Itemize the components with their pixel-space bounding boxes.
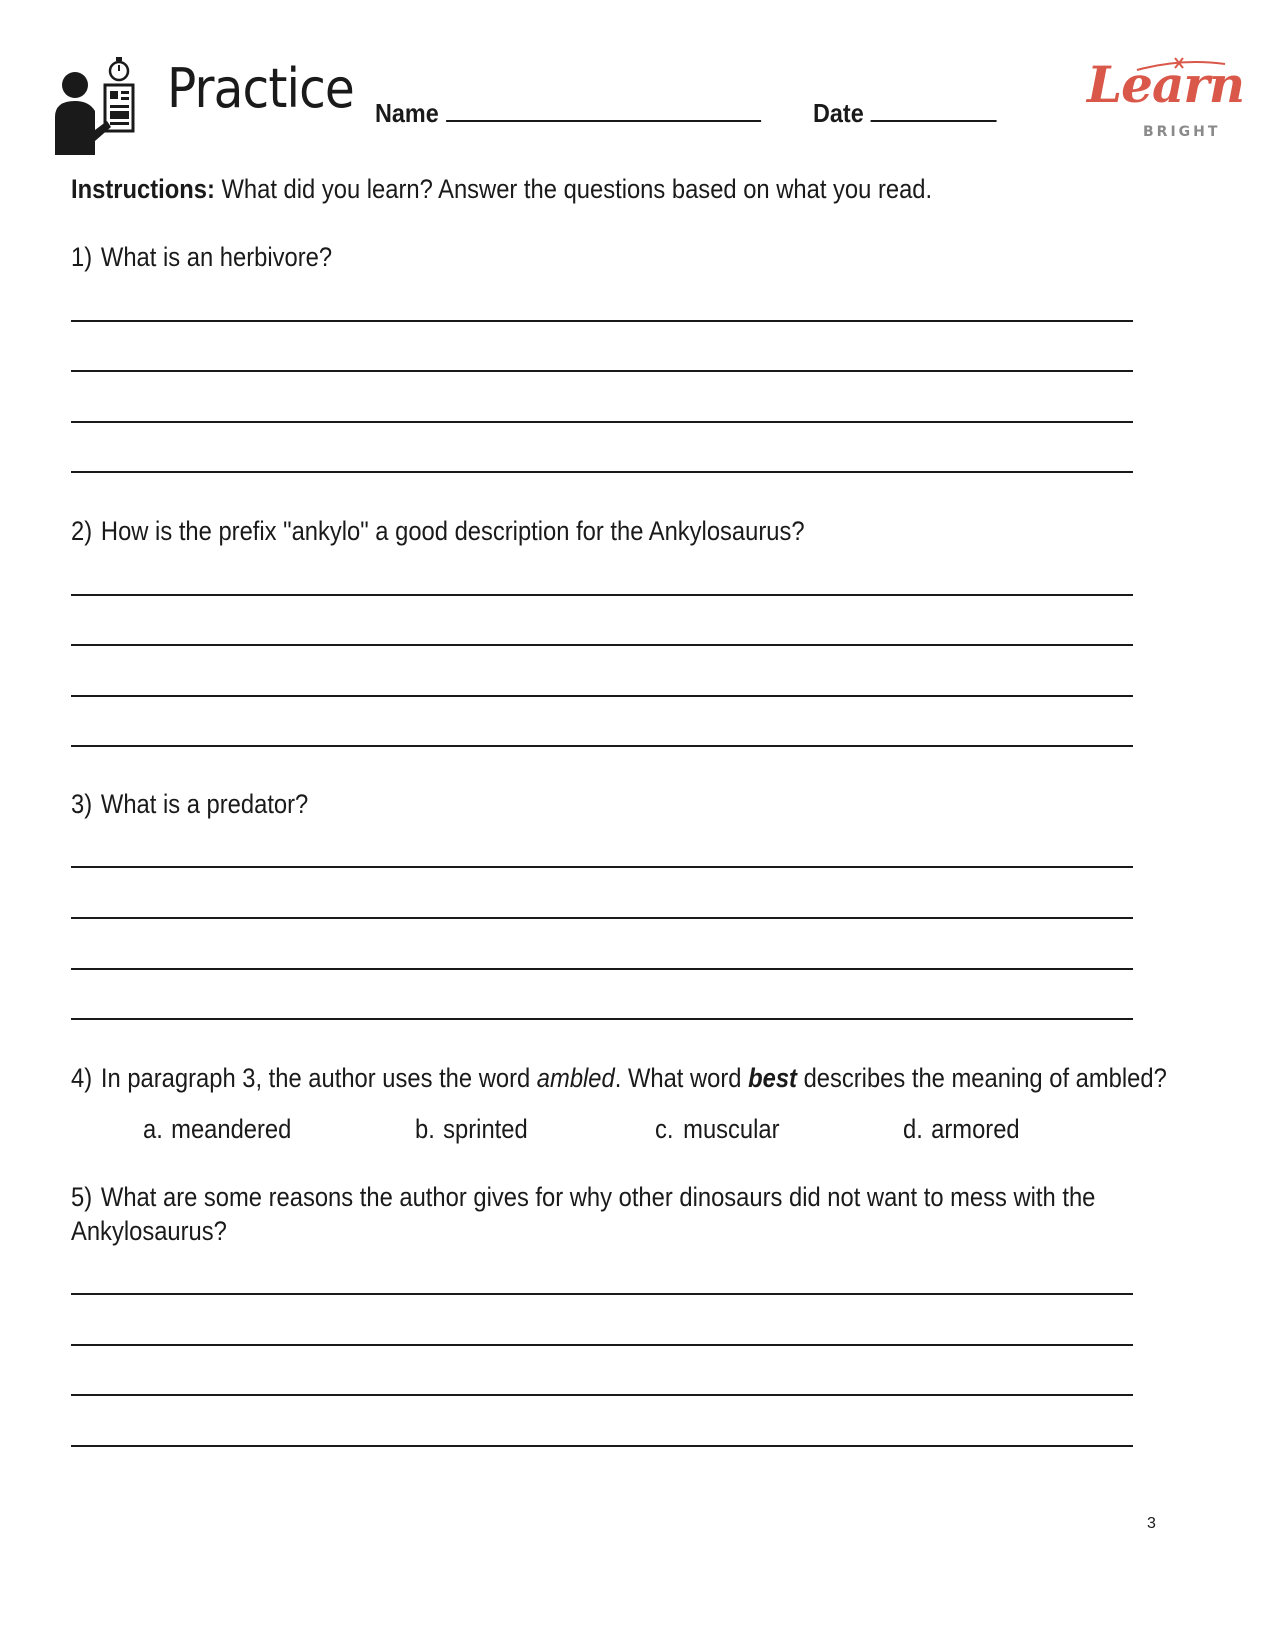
question-text-mid: . What word — [614, 1063, 749, 1093]
question-text-line1: What are some reasons the author gives for why other dinosaurs did not want to mess with the — [100, 1182, 1096, 1212]
question-text-post: describes the meaning of ambled? — [796, 1063, 1167, 1093]
logo-subtitle: BRIGHT — [1143, 124, 1221, 140]
question-1 — [71, 240, 332, 274]
question-3 — [71, 787, 308, 821]
question-4 — [71, 1061, 1167, 1095]
answer-line[interactable] — [71, 1293, 1133, 1295]
practice-icon — [55, 55, 145, 155]
question-number: 4) — [71, 1063, 93, 1093]
page-title: Practice — [167, 57, 354, 120]
question-number: 2) — [71, 516, 93, 546]
answer-line[interactable] — [71, 1018, 1133, 1020]
question-text-pre: In paragraph 3, the author uses the word — [100, 1063, 537, 1093]
question-5-continued — [71, 1214, 227, 1248]
answer-line[interactable] — [71, 421, 1133, 423]
question-text: What is a predator? — [100, 789, 309, 819]
choice-letter: c. — [655, 1114, 674, 1144]
choice-letter: d. — [903, 1114, 923, 1144]
question-text: How is the prefix "ankylo" a good description for the Ankylosaurus? — [100, 516, 805, 546]
page-number: 3 — [1147, 1515, 1156, 1532]
instructions — [71, 172, 932, 206]
date-field — [813, 98, 997, 129]
choice-a[interactable] — [143, 1112, 291, 1146]
choice-text: meandered — [171, 1114, 292, 1144]
answer-line[interactable] — [71, 471, 1133, 473]
choice-d[interactable] — [903, 1112, 1020, 1146]
instructions-text: What did you learn? Answer the questions based on what you read. — [214, 174, 933, 204]
answer-line[interactable] — [71, 695, 1133, 697]
question-text-line2: Ankylosaurus? — [71, 1216, 227, 1246]
logo-script: Learn — [1087, 55, 1245, 114]
choice-letter: a. — [143, 1114, 163, 1144]
name-field — [375, 98, 761, 129]
question-number: 1) — [71, 242, 93, 272]
answer-line[interactable] — [71, 866, 1133, 868]
answer-line[interactable] — [71, 594, 1133, 596]
question-number: 3) — [71, 789, 93, 819]
answer-choices — [0, 1112, 1275, 1148]
answer-line[interactable] — [71, 320, 1133, 322]
choice-b[interactable] — [415, 1112, 528, 1146]
name-label: Name — [375, 98, 439, 128]
question-text-strong: best — [748, 1063, 797, 1093]
question-text-emphasis: ambled — [536, 1063, 615, 1093]
answer-line[interactable] — [71, 644, 1133, 646]
choice-text: sprinted — [443, 1114, 528, 1144]
question-5 — [71, 1180, 1095, 1214]
answer-line[interactable] — [71, 917, 1133, 919]
choice-text: armored — [931, 1114, 1020, 1144]
answer-line[interactable] — [71, 745, 1133, 747]
date-input-line[interactable] — [871, 98, 997, 122]
learn-bright-logo — [1087, 55, 1245, 140]
answer-line[interactable] — [71, 968, 1133, 970]
question-number: 5) — [71, 1182, 93, 1212]
name-input-line[interactable] — [446, 98, 761, 122]
answer-line[interactable] — [71, 370, 1133, 372]
question-text: What is an herbivore? — [100, 242, 333, 272]
instructions-label: Instructions: — [71, 174, 215, 204]
answer-line[interactable] — [71, 1445, 1133, 1447]
date-label: Date — [813, 98, 864, 128]
question-2 — [71, 514, 805, 548]
choice-text: muscular — [683, 1114, 780, 1144]
choice-c[interactable] — [655, 1112, 780, 1146]
choice-letter: b. — [415, 1114, 435, 1144]
worksheet-header — [55, 50, 1245, 160]
answer-line[interactable] — [71, 1394, 1133, 1396]
answer-line[interactable] — [71, 1344, 1133, 1346]
